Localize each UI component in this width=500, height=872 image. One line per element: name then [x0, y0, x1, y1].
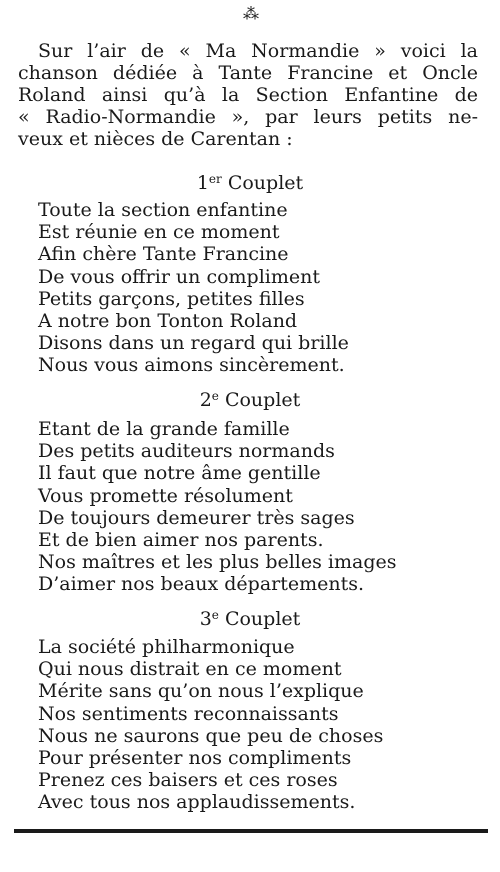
verse-line: Nos sentiments reconnaissants [38, 702, 339, 725]
couplet-number: 1 [196, 172, 209, 194]
bottom-rule-divider [14, 829, 488, 833]
verse-line: D’aimer nos beaux départements. [38, 573, 365, 596]
couplet-word: Couplet [224, 608, 301, 630]
verse-line: Mérite sans qu’on nous l’explique [38, 680, 364, 703]
intro-paragraph [18, 40, 478, 150]
verse-line: Vous promette résolument [38, 484, 293, 507]
couplet-1-heading [0, 172, 500, 194]
verse-line: Afin chère Tante Francine [38, 243, 289, 266]
intro-line: « Radio-Normandie », par leurs petits ne- [18, 106, 478, 128]
verse-line: Nous ne saurons que peu de choses [38, 724, 384, 747]
couplet-ordinal-suffix: e [211, 608, 219, 622]
verse-line: De toujours demeurer très sages [38, 506, 355, 529]
intro-line: chanson dédiée à Tante Francine et Oncle [18, 62, 478, 84]
couplet-ordinal-suffix: er [208, 172, 222, 186]
verse-line: Qui nous distrait en ce moment [38, 658, 342, 681]
verse-line: Nos maîtres et les plus belles images [38, 551, 397, 574]
couplet-3-verse [38, 636, 478, 814]
couplet-2-verse [38, 418, 478, 596]
verse-line: Pour présenter nos compliments [38, 747, 352, 770]
intro-line: veux et nièces de Carentan : [18, 128, 293, 150]
verse-line: Avec tous nos applaudissements. [38, 791, 356, 814]
asterism-ornament: ⁂ [243, 4, 257, 23]
verse-line: A notre bon Tonton Roland [38, 310, 298, 333]
verse-line: Petits garçons, petites filles [38, 287, 305, 310]
verse-line: Nous vous aimons sincèrement. [38, 354, 345, 377]
intro-line: Roland ainsi qu’à la Section Enfantine de [18, 84, 478, 106]
verse-line: Etant de la grande famille [38, 418, 290, 440]
verse-line: Prenez ces baisers et ces roses [38, 769, 338, 792]
couplet-ordinal-suffix: e [211, 389, 219, 403]
couplet-number: 2 [199, 389, 212, 411]
verse-line: Il faut que notre âme gentille [38, 462, 321, 485]
couplet-word: Couplet [227, 172, 304, 194]
couplet-number: 3 [199, 608, 212, 630]
couplet-word: Couplet [224, 389, 301, 411]
couplet-1-verse [38, 199, 478, 377]
verse-line: La société philharmonique [38, 636, 295, 658]
verse-line: Est réunie en ce moment [38, 221, 280, 244]
verse-line: Disons dans un regard qui brille [38, 332, 349, 355]
intro-line: Sur l’air de « Ma Normandie » voici la [38, 40, 478, 62]
verse-line: Des petits auditeurs normands [38, 440, 335, 463]
verse-line: De vous offrir un compliment [38, 265, 320, 288]
couplet-3-heading [0, 608, 500, 630]
verse-line: Et de bien aimer nos parents. [38, 529, 324, 552]
verse-line: Toute la section enfantine [38, 199, 288, 221]
couplet-2-heading [0, 389, 500, 411]
